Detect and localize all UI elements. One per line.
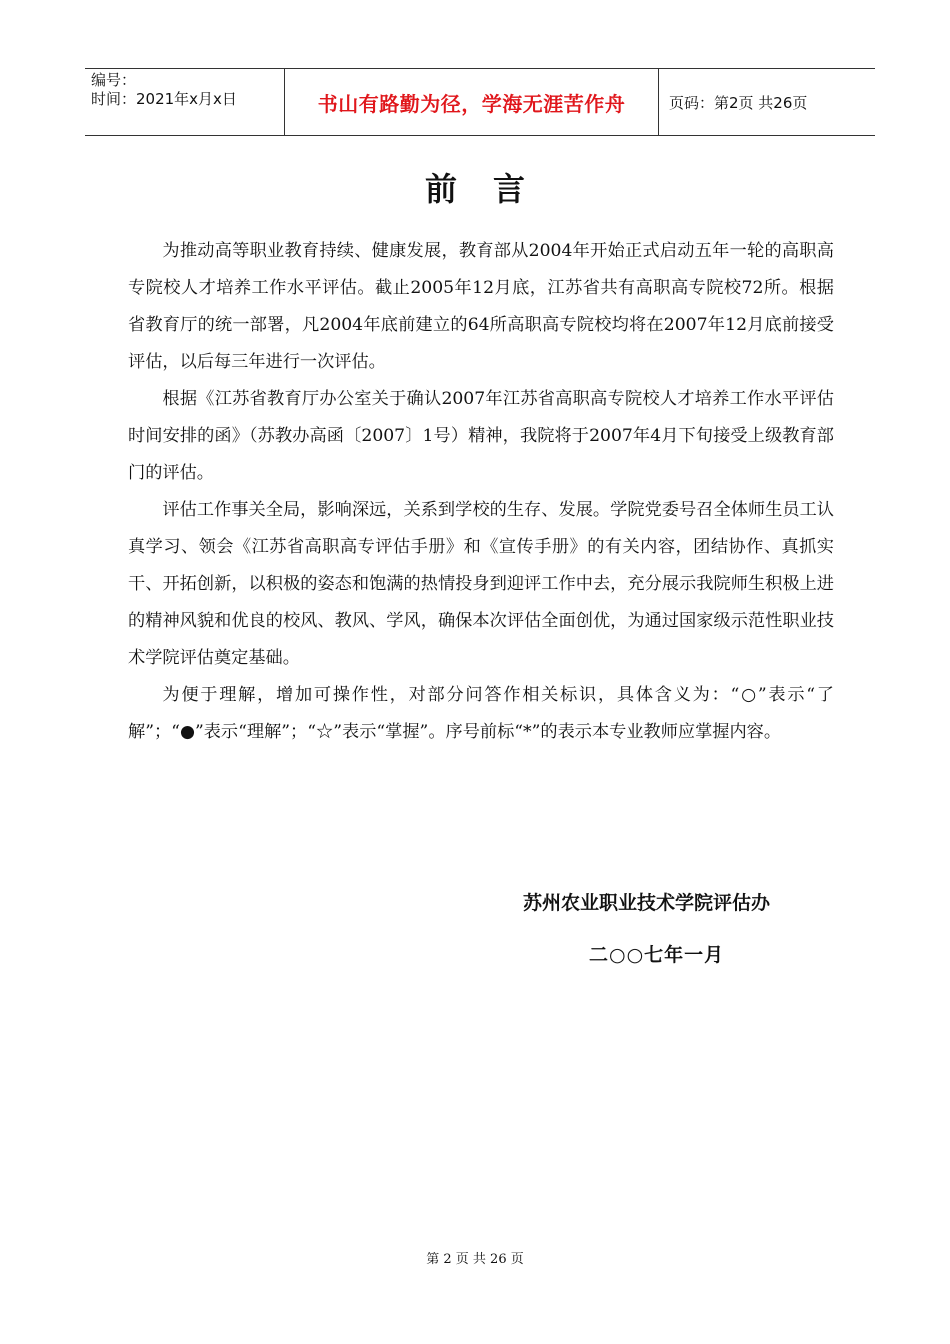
page-footer: 第 2 页 共 26 页 [426, 1252, 524, 1267]
paragraph: 评估工作事关全局，影响深远，关系到学校的生存、发展。学院党委号召全体师生员工认真学习、领会《江苏省高职高专评估手册》和《宣传手册》的有关内容，团结协作、真抓实干、开拓创新，以积极的姿态和饱满的热情投身到迎评工作中去，充分展示我院师生积极上进的精神风貌和优良的校风、教风、学风，确保本次评估全面创优，为通过国家级示范性职业技术学院评估奠定基础。 [128, 500, 834, 668]
header-page-info: 页码：第2页 共26页 [669, 93, 808, 112]
paragraph: 为推动高等职业教育持续、健康发展，教育部从2004年开始正式启动五年一轮的高职高专院校人才培养工作水平评估。截止2005年12月底，江苏省共有高职高专院校72所。根据省教育厅的统一部署，凡2004年底前建立的64所高职高专院校均将在2007年12月底前接受评估，以后每三年进行一次评估。 [128, 241, 834, 372]
signature-organization: 苏州农业职业技术学院评估办 [523, 892, 771, 914]
time-label: 时间：2021年x月x日 [91, 90, 237, 108]
header-motto: 书山有路勤为径，学海无涯苦作舟 [285, 69, 659, 135]
document-body [128, 233, 834, 751]
paragraph: 根据《江苏省教育厅办公室关于确认2007年江苏省高职高专院校人才培养工作水平评估时间安排的函》（苏教办高函〔2007〕1号）精神，我院将于2007年4月下旬接受上级教育部门的评估。 [128, 389, 834, 483]
page-header [85, 68, 875, 136]
header-meta [85, 69, 285, 135]
paragraph: 为便于理解，增加可操作性，对部分问答作相关标识，具体含义为：“○”表示“了解”；“●”表示“理解”；“☆”表示“掌握”。序号前标“*”的表示本专业教师应掌握内容。 [128, 685, 834, 742]
serial-label: 编号： [91, 71, 137, 89]
document-title: 前言 [424, 170, 561, 208]
signature-date: 二○○七年一月 [589, 944, 725, 966]
